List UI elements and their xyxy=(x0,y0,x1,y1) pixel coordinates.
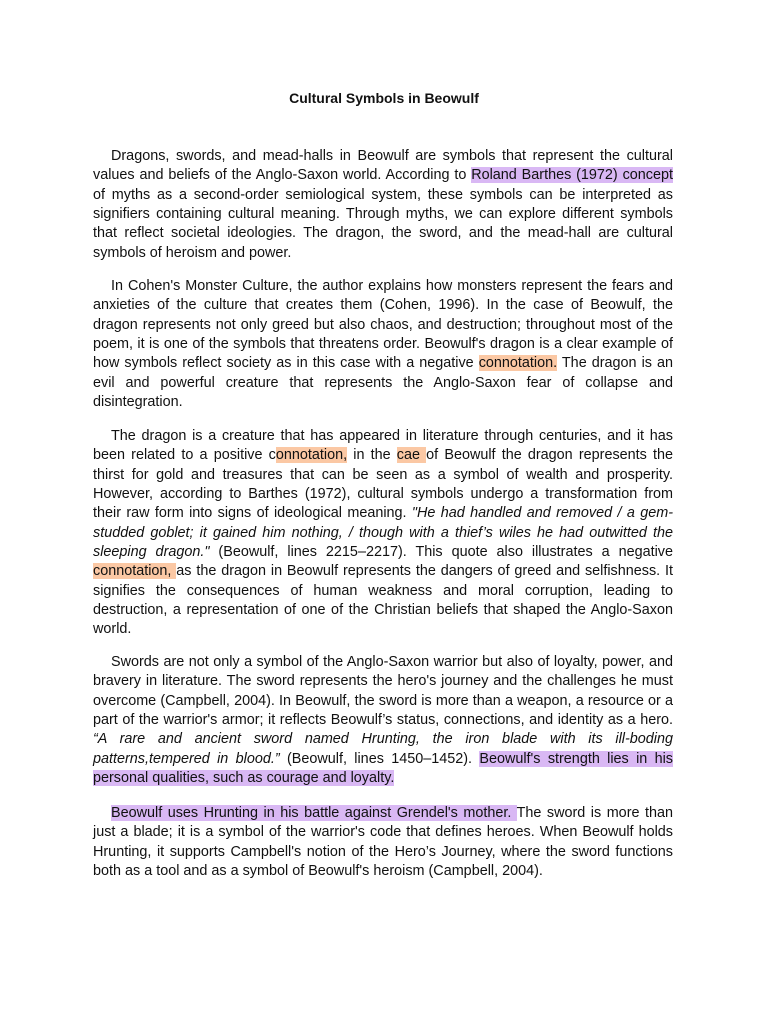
paragraph-text: of Beowulf the dragon represents the thirst for gold and treasures that can be seen as a symbol of wealth and prosperity. However, according to Barthes (1972), cultural symbols undergo a transformation from their raw form into signs of ideological meaning. xyxy=(93,447,674,522)
paragraph-text: (Beowulf, lines 1450–1452). xyxy=(279,750,480,767)
paragraph-text: Dragons, swords, and mead-halls in Beowulf are symbols that represent the cultural values and beliefs of the Anglo-Saxon world. According to xyxy=(93,148,673,184)
paragraph-text: of myths as a second-order semiological system, these symbols can be interpreted as signifiers containing cultural meaning. Through myths, we can explore different symbols that reflect societal ideologies. The dragon, the sword, and the mead-hall are cultural symbols of heroism and power. xyxy=(93,186,673,261)
paragraph-4 xyxy=(93,653,673,788)
paragraph-2 xyxy=(93,277,673,412)
paragraph-5 xyxy=(93,804,673,881)
highlighted-text-purple: Beowulf's strength lies in his personal qualities, such as courage and loyalty. xyxy=(93,750,673,787)
paragraph-3 xyxy=(93,427,673,640)
paragraph-text: Swords are not only a symbol of the Anglo-Saxon warrior but also of loyalty, power, and bravery in literature. The sword represents the hero's journey and the challenges he must overcome (Campbell, 2004). In Beowulf, the sword is more than a weapon, a resource or a part of the warrior's armor; it reflects Beowulf’s status, connections, and identity as a hero. xyxy=(93,654,673,729)
paragraph-text: The dragon is an evil and powerful creature that represents the Anglo-Saxon fear of collapse and disintegration. xyxy=(93,355,673,411)
highlighted-text-orange: onnotation, xyxy=(275,447,348,464)
document-title: Cultural Symbols in Beowulf xyxy=(289,90,479,106)
highlighted-text-orange: connotation. xyxy=(478,355,558,372)
paragraph-1 xyxy=(93,147,673,263)
highlighted-text-orange: connotation, xyxy=(93,563,177,580)
paragraph-text: The sword is more than just a blade; it is a symbol of the warrior's code that defines heroes. When Beowulf holds Hrunting, it supports Campbell's notion of the Hero’s Journey, where the sword functions both as a tool and as a symbol of Beowulf's heroism (Campbell, 2004). xyxy=(93,805,673,880)
paragraph-text: The dragon is a creature that has appeared in literature through centuries, and it has been related to a positive c xyxy=(93,428,673,464)
paragraph-text: as the dragon in Beowulf represents the dangers of greed and selfishness. It signifies the consequences of human weakness and moral corruption, leading to destruction, a representation of one of the Christian beliefs that shaped the Anglo-Saxon world. xyxy=(93,563,673,638)
poem-quote: “A rare and ancient sword named Hrunting, the iron blade with its ill-boding patterns,tempered in blood.” xyxy=(93,731,673,767)
highlighted-text-purple: Beowulf uses Hrunting in his battle against Grendel's mother. xyxy=(111,805,517,821)
poem-quote: "He had handled and removed / a gem-studded goblet; it gained him nothing, / though with a thief’s wiles he had outwitted the sleeping dragon." xyxy=(93,505,673,561)
highlighted-text-purple: Roland Barthes (1972) concept xyxy=(471,167,673,184)
paragraph-text: in the xyxy=(347,447,397,464)
paragraph-text: (Beowulf, lines 2215–2217). This quote also illustrates a negative xyxy=(209,544,673,561)
highlighted-text-orange: cae xyxy=(396,447,427,464)
paragraph-text: In Cohen's Monster Culture, the author explains how monsters represent the fears and anxieties of the culture that creates them (Cohen, 1996). In the case of Beowulf, the dragon represents not only greed but also chaos, and destruction; throughout most of the poem, it is one of the symbols that threatens order. Beowulf's dragon is a clear example of how symbols reflect society as in this case with a negative xyxy=(93,278,673,372)
